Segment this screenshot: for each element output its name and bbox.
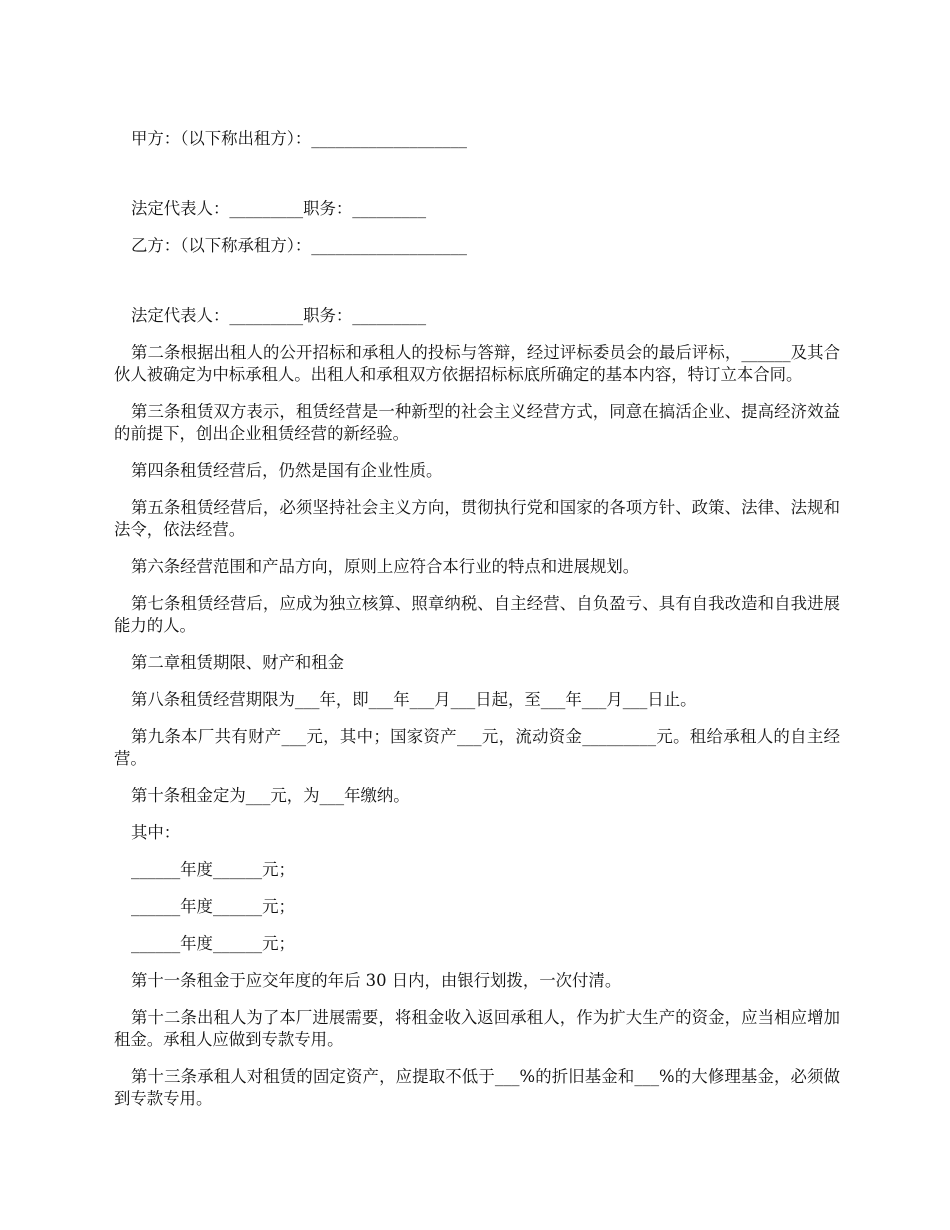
among-label: 其中： [131,823,181,842]
article-7-paragraph: 第七条租赁经营后，应成为独立核算、照章纳税、自主经营、自负盈亏、具有自我改造和自我进展能力的人。 [114,594,840,635]
party-b-representative-line: 法定代表人：_________职务：_________ [131,306,427,325]
article-2-paragraph: 第二条根据出租人的公开招标和承租人的投标与答辩，经过评标委员会的最后评标，______及其合伙人被确定为中标承租人。出租人和承租双方依据招标标底所确定的基本内容，特订立本合同。 [114,343,840,384]
party-a-representative-line: 法定代表人：_________职务：_________ [131,199,427,218]
article-4-paragraph: 第四条租赁经营后，仍然是国有企业性质。 [131,461,443,480]
rent-year-line: ______年度______元； [131,897,295,916]
rent-year-line: ______年度______元； [131,934,295,953]
party-b-line: 乙方：（以下称承租方）：___________________ [131,236,467,255]
chapter-2-heading: 第二章租赁期限、财产和租金 [131,653,345,672]
article-10-paragraph: 第十条租金定为___元，为___年缴纳。 [131,786,410,805]
article-3-paragraph: 第三条租赁双方表示，租赁经营是一种新型的社会主义经营方式，同意在搞活企业、提高经济效益的前提下，创出企业租赁经营的新经验。 [114,402,840,443]
article-8-paragraph: 第八条租赁经营期限为___年，即___年___月___日起，至___年___月___日止。 [131,690,697,709]
party-a-line: 甲方：（以下称出租方）：___________________ [131,129,467,148]
article-9-paragraph: 第九条本厂共有财产___元，其中；国家资产___元，流动资金_________元。租给承租人的自主经营。 [114,727,840,768]
article-5-paragraph: 第五条租赁经营后，必须坚持社会主义方向，贯彻执行党和国家的各项方针、政策、法律、法规和法令，依法经营。 [114,498,840,539]
article-6-paragraph: 第六条经营范围和产品方向，原则上应符合本行业的特点和进展规划。 [131,557,640,576]
article-13-paragraph: 第十三条承租人对租赁的固定资产，应提取不低于___%的折旧基金和___%的大修理基金，必须做到专款专用。 [114,1067,840,1108]
article-12-paragraph: 第十二条出租人为了本厂进展需要，将租金收入返回承租人，作为扩大生产的资金，应当相应增加租金。承租人应做到专款专用。 [114,1008,840,1049]
article-11-paragraph: 第十一条租金于应交年度的年后 30 日内，由银行划拨，一次付清。 [131,971,622,990]
rent-year-line: ______年度______元； [131,860,295,879]
